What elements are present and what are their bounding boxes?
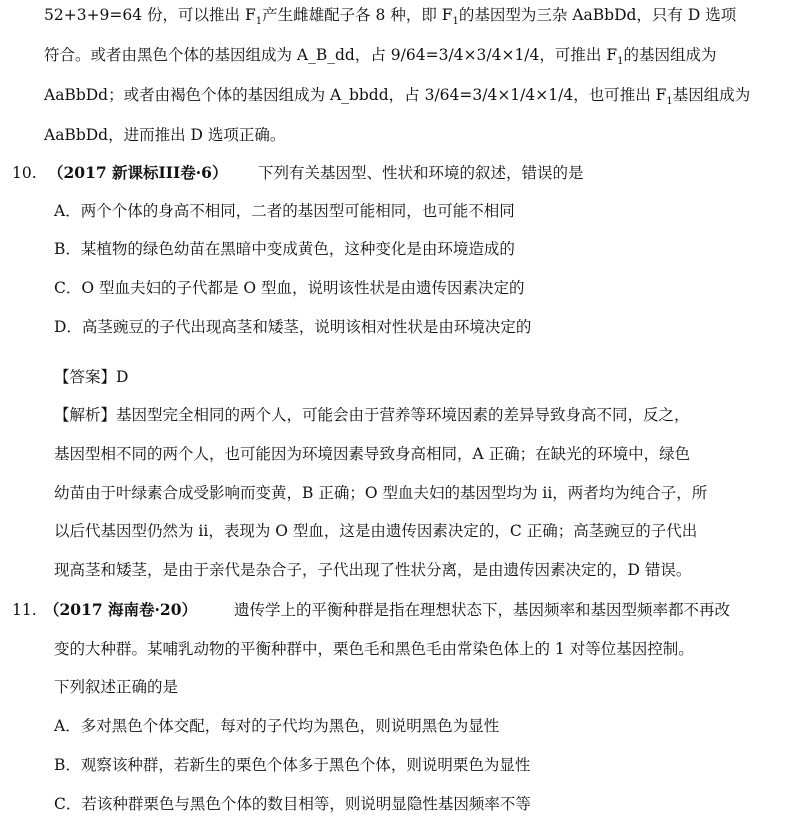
question-10-analysis-line-4: 以后代基因型仍然为 ii，表现为 O 型血，这是由遗传因素决定的，C 正确；高茎豌豆的子代出 xyxy=(54,522,698,540)
question-11-text-line-1: 遗传学上的平衡种群是指在理想状态下，基因频率和基因型频率都不再改 xyxy=(234,601,731,619)
question-10-option-c: C．O 型血夫妇的子代都是 O 型血，说明该性状是由遗传因素决定的 xyxy=(54,279,525,297)
question-11-option-a: A．多对黑色个体交配，每对的子代均为黑色，则说明黑色为显性 xyxy=(54,717,500,735)
question-11-option-b: B．观察该种群，若新生的栗色个体多于黑色个体，则说明栗色为显性 xyxy=(54,756,531,774)
prev-explanation-line-4: AaBbDd，进而推出 D 选项正确。 xyxy=(44,126,286,144)
question-11-option-c: C．若该种群栗色与黑色个体的数目相等，则说明显隐性基因频率不等 xyxy=(54,795,531,813)
question-10-analysis-line-2: 基因型相不同的两个人，也可能因为环境因素导致身高相同，A 正确；在缺光的环境中，绿色 xyxy=(54,445,691,463)
question-10-analysis-line-5: 现高茎和矮茎，是由于亲代是杂合子，子代出现了性状分离，是由遗传因素决定的，D 错误。 xyxy=(54,561,692,579)
question-11-source: （2017 海南卷·20） xyxy=(44,600,198,619)
question-11-number: 11. xyxy=(12,601,37,619)
question-10-analysis-line-3: 幼苗由于叶绿素合成受影响而变黄，B 正确；O 型血夫妇的基因型均为 ii，两者均为纯合子，所 xyxy=(54,484,708,502)
question-10-number: 10. xyxy=(12,164,37,182)
question-10-source: （2017 新课标III卷·6） xyxy=(48,163,228,182)
prev-explanation-line-1: 52+3+9=64 份，可以推出 $F_1$产生雌雄配子各 8 种，即 $F_1$的基因型为三杂 AaBbDd，只有 D 选项 xyxy=(44,6,737,28)
question-10-text: 下列有关基因型、性状和环境的叙述，错误的是 xyxy=(258,164,584,182)
prev-explanation-line-2: 符合。或者由黑色个体的基因组成为 A_B_dd，占 9/64=3/4×3/4×1/4，可推出 $F_1$的基因组成为 xyxy=(44,46,717,68)
question-10-option-d: D．高茎豌豆的子代出现高茎和矮茎，说明该相对性状是由环境决定的 xyxy=(54,318,532,336)
question-11-text-line-2: 变的大种群。某哺乳动物的平衡种群中，栗色毛和黑色毛由常染色体上的 1 对等位基因控制。 xyxy=(54,640,694,658)
question-10-analysis-line-1: 【解析】基因型完全相同的两个人，可能会由于营养等环境因素的差异导致身高不同，反之， xyxy=(54,406,690,424)
question-10-option-b: B．某植物的绿色幼苗在黑暗中变成黄色，这种变化是由环境造成的 xyxy=(54,240,515,258)
question-10-option-a: A．两个个体的身高不相同，二者的基因型可能相同，也可能不相同 xyxy=(54,202,515,220)
question-11-text-line-3: 下列叙述正确的是 xyxy=(54,678,179,696)
prev-explanation-line-3: AaBbDd；或者由褐色个体的基因组成为 A_bbdd，占 3/64=3/4×1/4×1/4，也可推出 $F_1$基因组成为 xyxy=(44,86,751,108)
question-10-answer: 【答案】D xyxy=(54,368,129,386)
